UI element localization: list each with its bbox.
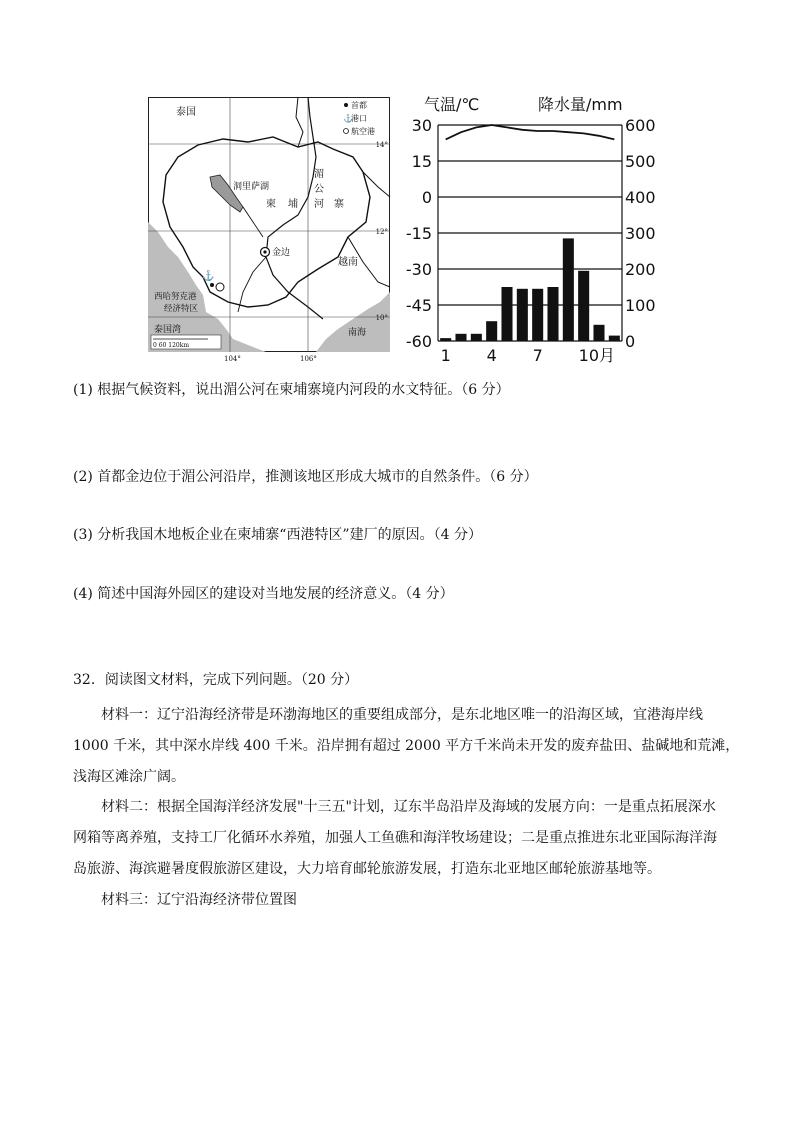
precipitation-bar	[455, 334, 466, 341]
sihanoukville-airport-marker	[216, 283, 224, 291]
chart-title-left: 气温/℃	[424, 95, 480, 114]
precipitation-bar	[532, 289, 543, 341]
material-1-line: 材料一：辽宁沿海经济带是环渤海地区的重要组成部分，是东北地区唯一的沿海区域，宜港海岸线	[101, 707, 703, 723]
label-sez-2: 经济特区	[164, 304, 199, 314]
question-2: (2) 首都金边位于湄公河沿岸，推测该地区形成大城市的自然条件。（6 分）	[73, 469, 538, 485]
left-tick-label: -60	[405, 332, 432, 351]
precipitation-bar	[578, 271, 589, 341]
right-tick-label: 500	[625, 152, 656, 171]
label-lon104: 104°	[224, 355, 241, 363]
left-tick-label: 15	[411, 152, 432, 171]
legend-port: 港口	[351, 114, 367, 123]
legend-airport: 航空港	[351, 127, 375, 136]
precipitation-bar	[440, 338, 451, 341]
label-tonle-sap: 洞里萨湖	[233, 182, 270, 192]
label-south-sea: 南海	[348, 328, 367, 338]
precipitation-bar	[517, 289, 528, 341]
precipitation-bar	[609, 336, 620, 341]
x-tick-label: 10月	[578, 346, 616, 365]
question-1: (1) 根据气候资料，说出湄公河在柬埔寨境内河段的水文特征。（6 分）	[73, 382, 510, 398]
left-tick-label: 30	[411, 116, 432, 135]
precipitation-bar	[501, 287, 512, 341]
label-phnom-penh: 金边	[272, 248, 291, 258]
precipitation-bar	[486, 321, 497, 341]
question-32-heading: 32．阅读图文材料，完成下列问题。（20 分）	[73, 672, 359, 688]
cambodia-map	[148, 97, 390, 363]
right-tick-label: 0	[625, 332, 636, 351]
material-2-line: 网箱等离养殖，支持工厂化循环水养殖，加强人工鱼礁和海洋牧场建设；二是重点推进东北亚国际海洋海	[73, 830, 717, 846]
label-mekong-1: 湄	[314, 169, 324, 180]
chart-title-right: 降水量/mm	[538, 95, 623, 114]
label-lat10: 10°	[375, 314, 388, 322]
material-2-line: 材料二：根据全国海洋经济发展"十三五"计划，辽东半岛沿岸及海域的发展方向：一是重点拓展深水	[101, 799, 716, 815]
x-tick-label: 7	[532, 346, 543, 365]
label-thailand: 泰国	[176, 107, 196, 118]
left-tick-label: -30	[405, 260, 432, 279]
left-tick-label: -15	[405, 224, 432, 243]
legend-capital: 首都	[351, 101, 367, 110]
label-vietnam: 越南	[338, 257, 358, 268]
svg-text:0 60 120km: 0 60 120km	[153, 342, 190, 349]
label-mekong-3: 河	[314, 199, 324, 210]
precipitation-bar	[547, 287, 558, 341]
temperature-line	[446, 125, 615, 139]
right-tick-label: 100	[625, 296, 656, 315]
left-tick-label: 0	[421, 188, 432, 207]
label-cambodia-1: 柬	[266, 199, 276, 210]
material-1	[73, 700, 740, 793]
label-lon106: 106°	[300, 355, 317, 363]
material-1-line: 1000 千米，其中深水岸线 400 千米。沿岸拥有超过 2000 平方千米尚未开发的废弃盐田、盐碱地和荒滩，	[73, 738, 740, 754]
label-gulf: 泰国湾	[154, 325, 182, 335]
anchor-icon: ⚓	[202, 271, 215, 282]
material-2-line: 岛旅游、海滨避暑度假旅游区建设，大力培育邮轮旅游发展，打造东北亚地区邮轮旅游基地等。	[73, 861, 661, 877]
material-3-line: 材料三：辽宁沿海经济带位置图	[101, 892, 297, 908]
right-tick-label: 600	[625, 116, 656, 135]
question-4: (4) 简述中国海外园区的建设对当地发展的经济意义。（4 分）	[73, 586, 454, 602]
material-3	[73, 885, 725, 916]
label-cambodia-2: 埔	[288, 199, 298, 210]
right-tick-label: 400	[625, 188, 656, 207]
map-scale	[151, 335, 221, 349]
label-lat14: 14°	[375, 141, 388, 149]
precipitation-bar	[563, 238, 574, 341]
material-2	[73, 792, 725, 885]
label-mekong-2: 公	[314, 184, 324, 195]
label-lat12: 12°	[375, 228, 388, 236]
left-tick-label: -45	[405, 296, 432, 315]
x-tick-label: 1	[440, 346, 451, 365]
material-1-line: 浅海区滩涂广阔。	[73, 769, 185, 785]
precipitation-bar	[471, 334, 482, 341]
climate-chart	[400, 88, 656, 365]
precipitation-bar	[593, 325, 604, 341]
question-3: (3) 分析我国木地板企业在柬埔寨“西港特区”建厂的原因。（4 分）	[73, 527, 482, 543]
right-tick-label: 300	[625, 224, 656, 243]
right-tick-label: 200	[625, 260, 656, 279]
x-tick-label: 4	[486, 346, 497, 365]
label-sez-1: 西哈努克港	[154, 292, 197, 302]
label-zhai: 寨	[334, 199, 344, 210]
legend-port-icon: ⚓	[343, 114, 353, 123]
